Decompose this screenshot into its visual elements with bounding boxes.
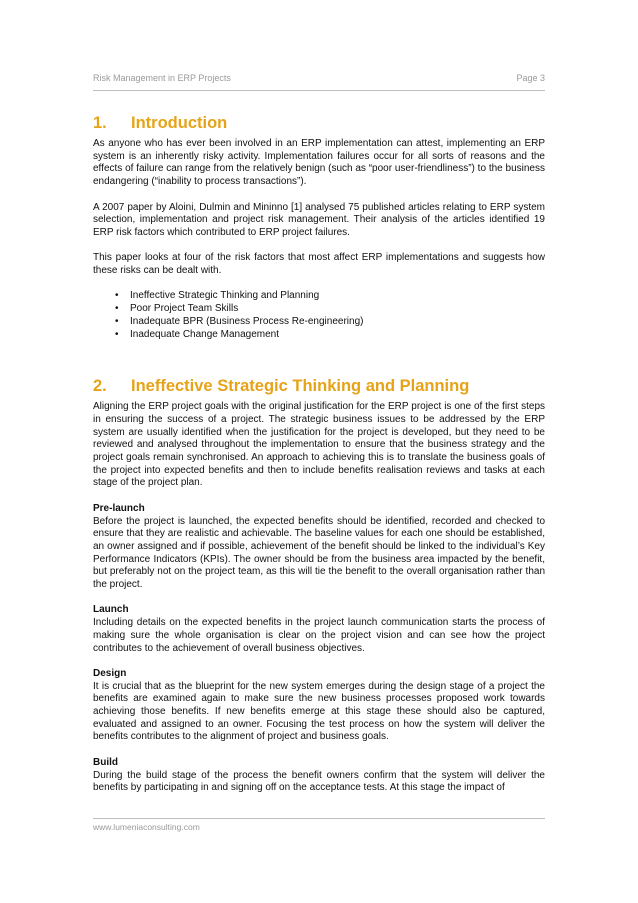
list-item: • Poor Project Team Skills [118, 303, 545, 316]
list-item: • Inadequate BPR (Business Process Re-engineering) [118, 316, 545, 329]
intro-paragraph-3: This paper looks at four of the risk factors that most affect ERP implementations and suggests how these risks can be dealt with. [93, 252, 545, 276]
document-title: Risk Management in ERP Projects [93, 73, 231, 83]
design-paragraph: It is crucial that as the blueprint for the new system emerges during the design stage of a project the benefits are examined again to make sure the new business processes proposed work towards achieving those benefits. If new benefits emerge at this stage these should also be captured, evaluated and assigned to an owner. Focusing the test process on how the system will deliver the benefits contributes to the alignment of project and business goals. [93, 680, 545, 743]
section-2-title: Ineffective Strategic Thinking and Planning [131, 377, 470, 396]
footer-divider [93, 818, 545, 819]
page-header [93, 73, 545, 83]
section-2-intro: Aligning the ERP project goals with the original justification for the ERP project is one of the first steps in ensuring the success of a project. The strategic business issues to be addressed by the ERP system are usually identified when the justification for the project is developed, but they need to be reviewed and analysed throughout the implementation to ensure that the business strategy and the project goals remain synchronised. An approach to achieving this is to translate the business goals of the project into expected benefits and then to include benefits realisation reviews and tasks at each stage of the project plan. [93, 401, 545, 489]
page-number: Page 3 [516, 73, 545, 83]
list-item: • Ineffective Strategic Thinking and Planning [118, 290, 545, 303]
prelaunch-heading: Pre-launch [93, 502, 145, 514]
prelaunch-paragraph: Before the project is launched, the expected benefits should be identified, recorded and checked to ensure that they are realistic and achievable. The baseline values for each one should be established, an owner assigned and if possible, achievement of the benefit should be linked to the individual’s Key Performance Indicators (KPIs). The owner should be from the business area impacted by the benefit, but preferably not on the project team, as this will tie the benefit to the overall organisation rather than the project. [93, 515, 545, 591]
section-1-number: 1. [93, 114, 107, 132]
list-item: • Inadequate Change Management [118, 329, 545, 342]
header-divider [93, 90, 545, 91]
build-heading: Build [93, 756, 118, 768]
footer-url: www.lumeniaconsulting.com [93, 822, 200, 832]
page-content [93, 112, 545, 795]
intro-paragraph-1: As anyone who has ever been involved in an ERP implementation can attest, implementing an ERP system is an inherently risky activity. Implementation failures occur for all sorts of reasons and the effects of failure can range from the relatively benign (such as “poor user-friendliness”) to the business endangering (“inability to process transactions”). [93, 138, 545, 188]
launch-paragraph: Including details on the expected benefits in the project launch communication starts the process of making sure the whole organisation is clear on the project vision and can see how the project contributes to the achievement of overall business objectives. [93, 617, 545, 654]
intro-paragraph-2: A 2007 paper by Aloini, Dulmin and Mininno [1] analysed 75 published articles relating to ERP system selection, implementation and project risk management. Their analysis of the articles identified 19 ERP risk factors which contributed to ERP project failures. [93, 201, 545, 238]
launch-heading: Launch [93, 604, 129, 616]
section-2-number: 2. [93, 377, 107, 396]
build-paragraph: During the build stage of the process the benefit owners confirm that the system will deliver the benefits by participating in and signing off on the acceptance tests. At this stage the impact of [93, 769, 545, 794]
risk-factor-list [93, 290, 545, 341]
section-2-heading [93, 375, 545, 397]
section-1-heading [93, 112, 545, 134]
section-1-title: Introduction [131, 114, 228, 132]
design-heading: Design [93, 667, 127, 679]
